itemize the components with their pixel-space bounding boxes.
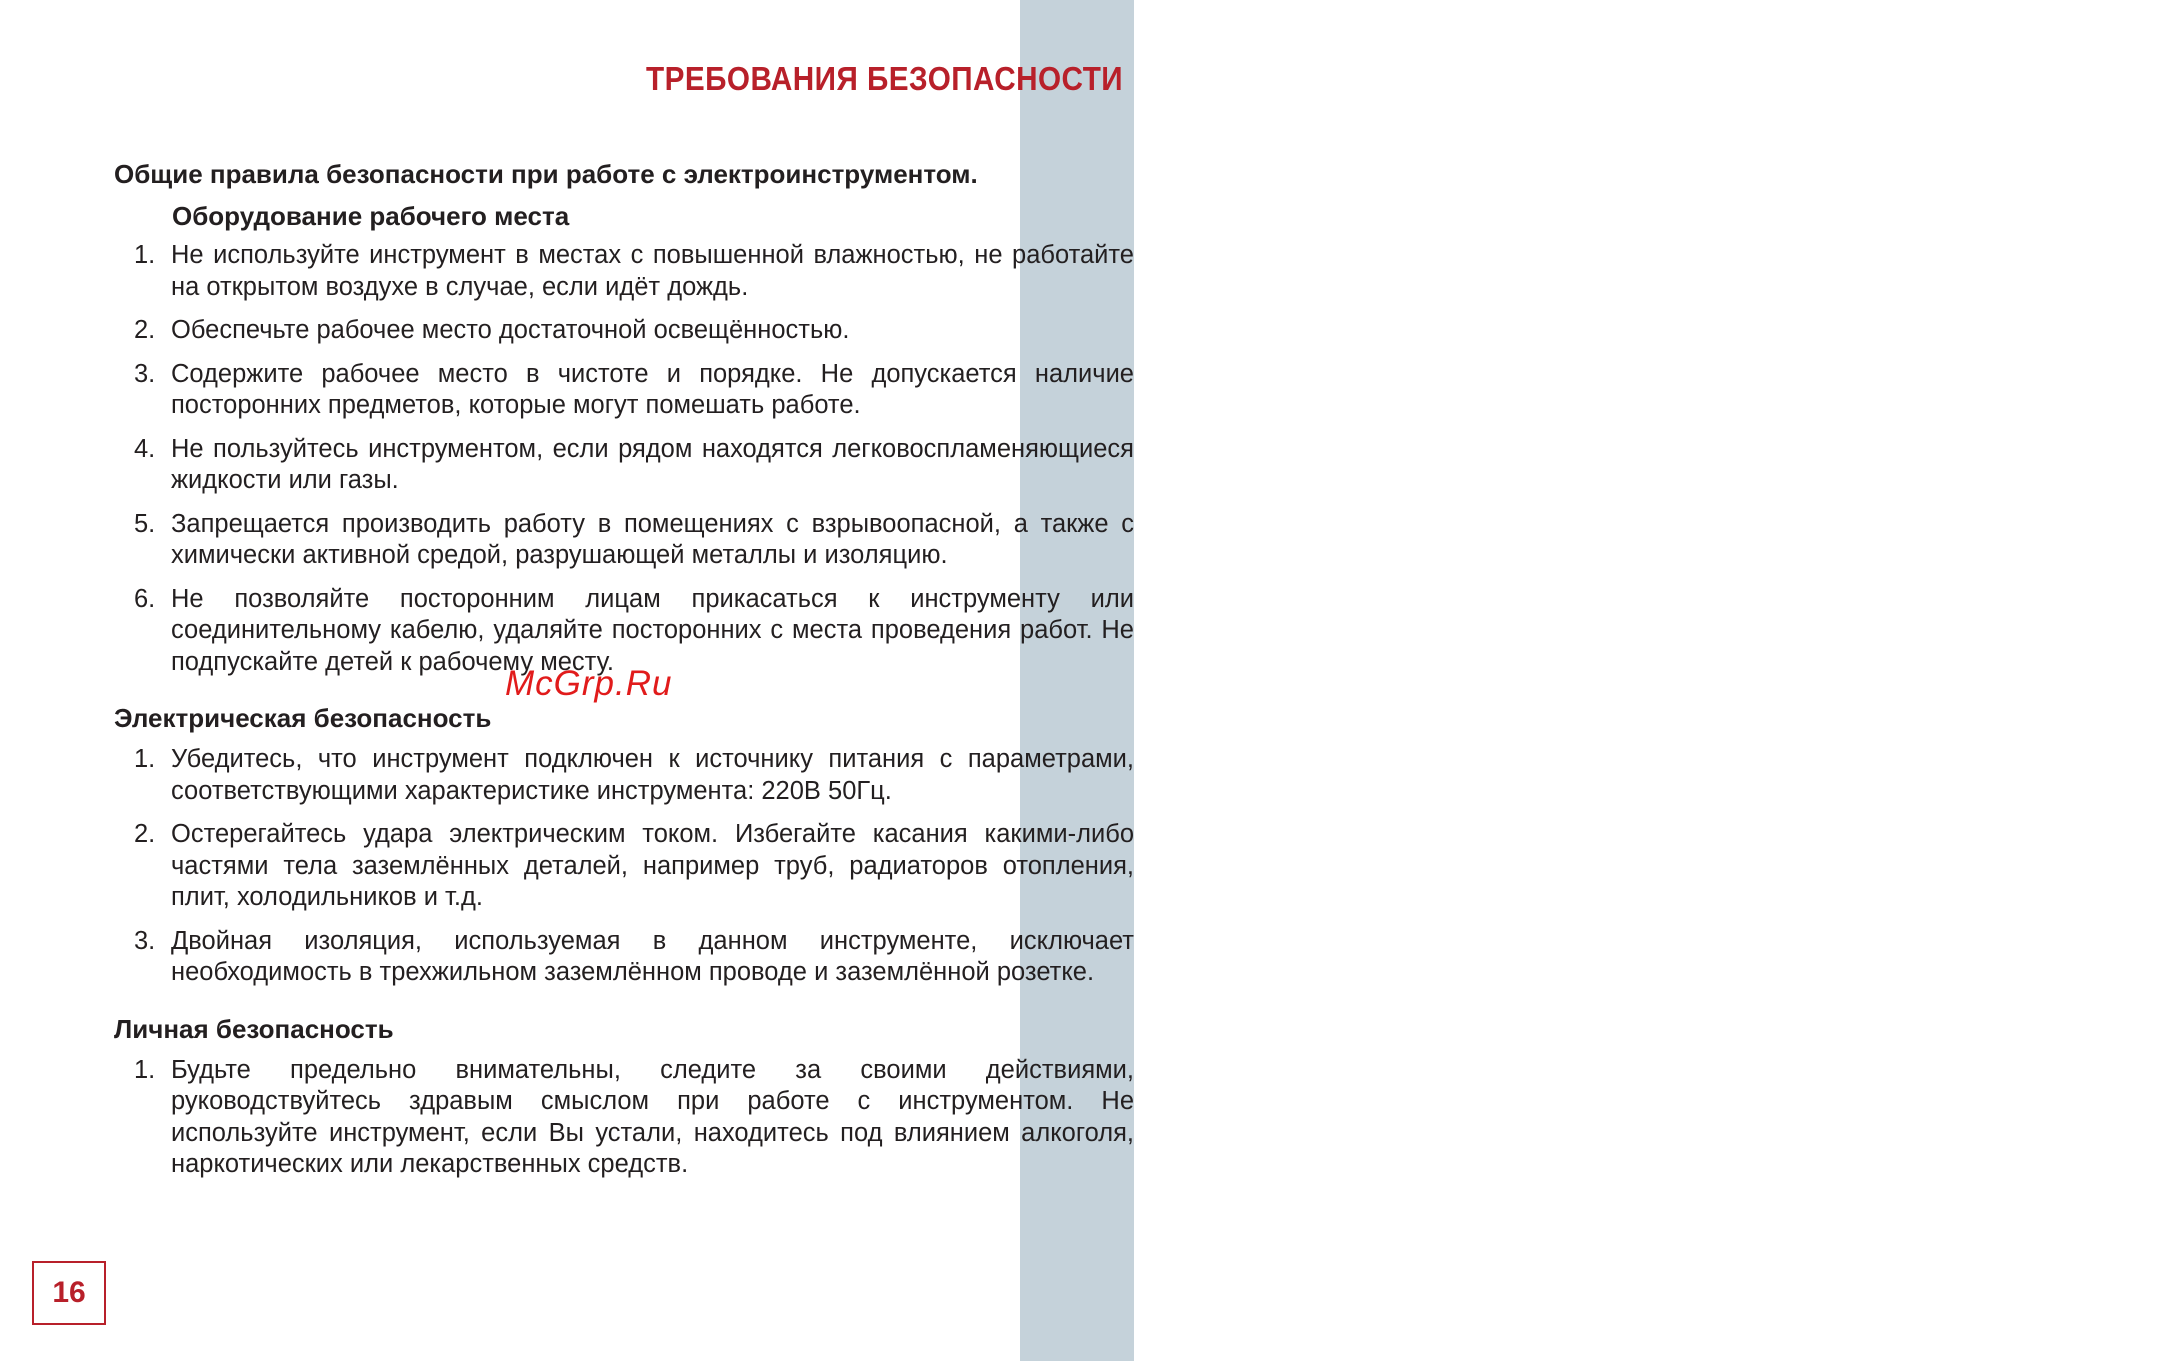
item-text: Содержите рабочее место в чистоте и порядке. Не допускается наличие посторонних предметов, которые могут помешать работе.: [171, 359, 1134, 419]
list-item: [114, 819, 1134, 914]
page-number-box: [32, 1261, 106, 1325]
list-item: [114, 509, 1134, 572]
item-number: 3.: [134, 359, 156, 388]
page-number: 16: [52, 1276, 86, 1309]
item-text: Не пользуйтесь инструментом, если рядом находятся легковоспламеняющиеся жидкости или газы.: [171, 434, 1134, 494]
brand-name: СОРОКИН: [2020, 404, 2146, 1016]
list-item: [114, 359, 1134, 422]
main-heading: Общие правила безопасности при работе с электроинструментом.: [114, 159, 978, 189]
personal-list: [114, 1055, 1134, 1181]
list-item: [114, 1055, 1134, 1181]
item-number: 4.: [134, 434, 156, 463]
brand-logo: [2020, 404, 2168, 1016]
item-text: Будьте предельно внимательны, следите за своими действиями, руководствуйтесь здравым смыслом при работе с инструментом. Не используйте инструмент, если Вы устали, находитесь под влиянием алкоголя, наркотических или лекарственных средств.: [171, 1055, 1134, 1178]
electrical-list: [114, 744, 1134, 989]
section-title-personal: Личная безопасность: [114, 1013, 394, 1044]
list-item: [114, 240, 1134, 303]
item-number: 5.: [134, 509, 156, 538]
item-number: 3.: [134, 926, 156, 955]
item-text: Не позволяйте посторонним лицам прикасаться к инструменту или соединительному кабелю, удаляйте посторонних с места проведения работ. Не подпускайте детей к рабочему месту.: [171, 584, 1134, 676]
item-text: Обеспечьте рабочее место достаточной освещённостью.: [171, 316, 850, 344]
section-title-electrical: Электрическая безопасность: [114, 703, 492, 733]
list-item: [114, 434, 1134, 497]
list-item: [114, 315, 1134, 347]
section-title-workplace: Оборудование рабочего места: [172, 201, 570, 231]
brand-tagline: ИНСТРУМЕНТЫ НА ВРЕМЕНА: [2139, 480, 2168, 940]
item-text: Не используйте инструмент в местах с повышенной влажностью, не работайте на открытом воздухе в случае, если идёт дождь.: [171, 241, 1134, 301]
list-item: [114, 926, 1134, 989]
item-number: 2.: [134, 316, 156, 344]
item-text: Запрещается производить работу в помещениях с взрывоопасной, а также с химически активной средой, разрушающей металлы и изоляцию.: [171, 509, 1134, 569]
item-number: 1.: [134, 1055, 156, 1084]
item-text: Остерегайтесь удара электрическим током. Избегайте касания какими-либо частями тела заземлённых деталей, например труб, радиаторов отопления, плит, холодильников и т.д.: [171, 820, 1134, 911]
item-text: Двойная изоляция, используемая в данном инструменте, исключает необходимость в трехжильном заземлённом проводе и заземлённой розетке.: [171, 926, 1134, 986]
item-number: 1.: [134, 241, 156, 269]
item-number: 2.: [134, 820, 156, 848]
item-number: 1.: [134, 745, 156, 773]
item-text: Убедитесь, что инструмент подключен к источнику питания с параметрами, соответствующими характеристике инструмента: 220В 50Гц.: [171, 745, 1134, 805]
item-number: 6.: [134, 584, 156, 613]
watermark-text: McGrp.Ru: [505, 664, 673, 703]
list-item: [114, 744, 1134, 807]
workplace-list: [114, 240, 1134, 678]
page-header-title: ТРЕБОВАНИЯ БЕЗОПАСНОСТИ: [645, 60, 1123, 97]
